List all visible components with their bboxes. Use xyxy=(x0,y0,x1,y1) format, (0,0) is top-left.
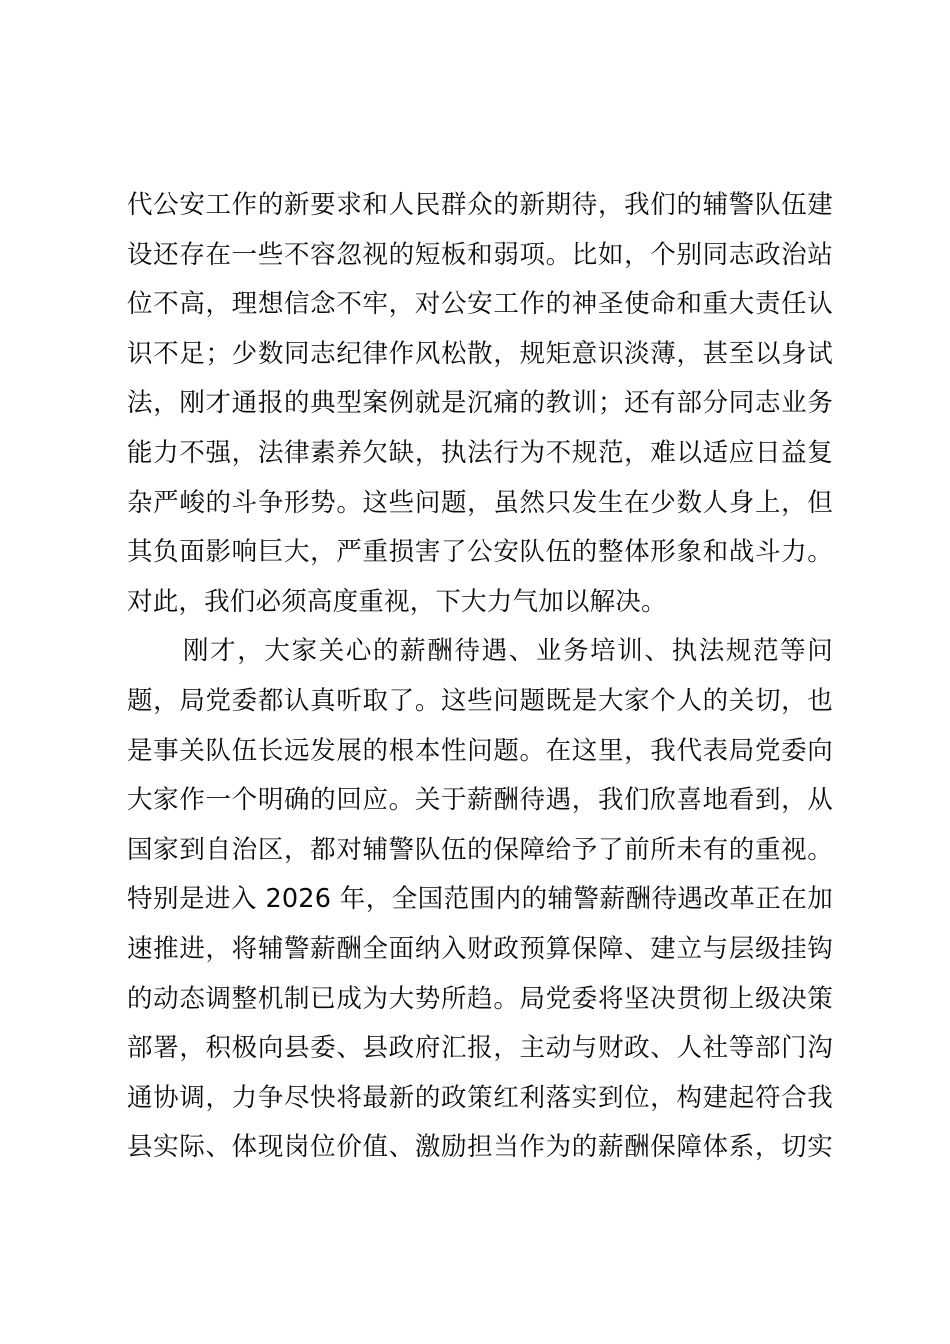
text-line: 法，刚才通报的典型案例就是沉痛的教训；还有部分同志业务 xyxy=(127,388,833,419)
text-line: 刚才，大家关心的薪酬待遇、业务培训、执法规范等问 xyxy=(183,636,833,667)
text-line: 特别是进入 2026 年，全国范围内的辅警薪酬待遇改革正在加 xyxy=(127,884,833,915)
paragraph-2 xyxy=(127,627,833,1173)
paragraph-1 xyxy=(127,181,833,627)
text-line: 是事关队伍长远发展的根本性问题。在这里，我代表局党委向 xyxy=(127,735,833,766)
text-line: 杂严峻的斗争形势。这些问题，虽然只发生在少数人身上，但 xyxy=(127,487,833,518)
text-line: 对此，我们必须高度重视，下大力气加以解决。 xyxy=(127,586,667,617)
text-line: 其负面影响巨大，严重损害了公安队伍的整体形象和战斗力。 xyxy=(127,537,833,568)
text-line: 县实际、体现岗位价值、激励担当作为的薪酬保障体系，切实 xyxy=(127,1132,833,1163)
text-line: 能力不强，法律素养欠缺，执法行为不规范，难以适应日益复 xyxy=(127,437,833,468)
text-line: 部署，积极向县委、县政府汇报，主动与财政、人社等部门沟 xyxy=(127,1033,833,1064)
text-line: 国家到自治区，都对辅警队伍的保障给予了前所未有的重视。 xyxy=(127,834,833,865)
text-line: 的动态调整机制已成为大势所趋。局党委将坚决贯彻上级决策 xyxy=(127,983,833,1014)
text-line: 位不高，理想信念不牢，对公安工作的神圣使命和重大责任认 xyxy=(127,289,833,320)
text-line: 识不足；少数同志纪律作风松散，规矩意识淡薄，甚至以身试 xyxy=(127,338,833,369)
text-line: 大家作一个明确的回应。关于薪酬待遇，我们欣喜地看到，从 xyxy=(127,785,833,816)
text-line: 速推进，将辅警薪酬全面纳入财政预算保障、建立与层级挂钩 xyxy=(127,933,833,964)
text-line: 通协调，力争尽快将最新的政策红利落实到位，构建起符合我 xyxy=(127,1082,833,1113)
text-line: 代公安工作的新要求和人民群众的新期待，我们的辅警队伍建 xyxy=(127,190,833,220)
text-line: 设还存在一些不容忽视的短板和弱项。比如，个别同志政治站 xyxy=(127,239,833,270)
text-line: 题，局党委都认真听取了。这些问题既是大家个人的关切，也 xyxy=(127,685,833,716)
document-body xyxy=(127,181,833,1173)
